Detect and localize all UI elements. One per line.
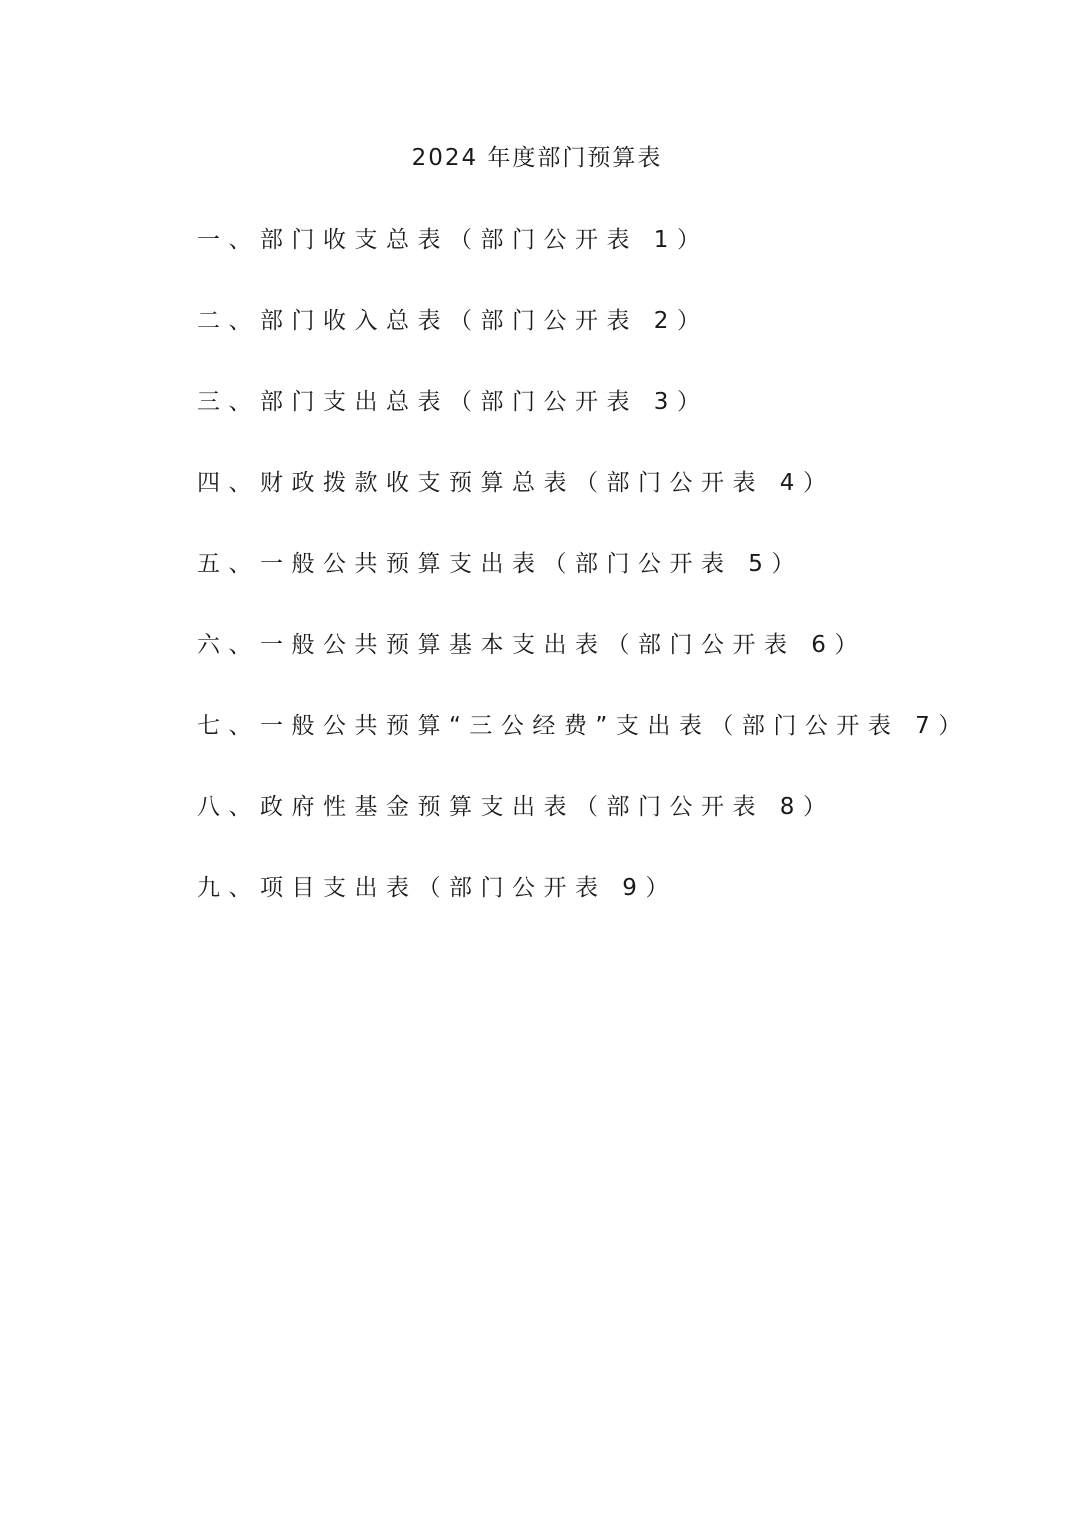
- toc-item-5: 五、一般公共预算支出表（部门公开表 5）: [197, 551, 803, 577]
- toc-item-2: 二、部门收入总表（部门公开表 2）: [197, 308, 709, 334]
- toc-item-1: 一、部门收支总表（部门公开表 1）: [197, 227, 709, 253]
- toc-item-8: 八、政府性基金预算支出表（部门公开表 8）: [197, 794, 835, 820]
- toc-item-3: 三、部门支出总表（部门公开表 3）: [197, 389, 709, 415]
- document-title: 2024 年度部门预算表: [411, 145, 663, 171]
- toc-item-9: 九、项目支出表（部门公开表 9）: [197, 875, 677, 901]
- toc-item-6: 六、一般公共预算基本支出表（部门公开表 6）: [197, 632, 866, 658]
- toc-item-7: 七、一般公共预算“三公经费”支出表（部门公开表 7）: [197, 713, 970, 739]
- toc-item-4: 四、财政拨款收支预算总表（部门公开表 4）: [197, 470, 835, 496]
- table-of-contents: [197, 222, 970, 951]
